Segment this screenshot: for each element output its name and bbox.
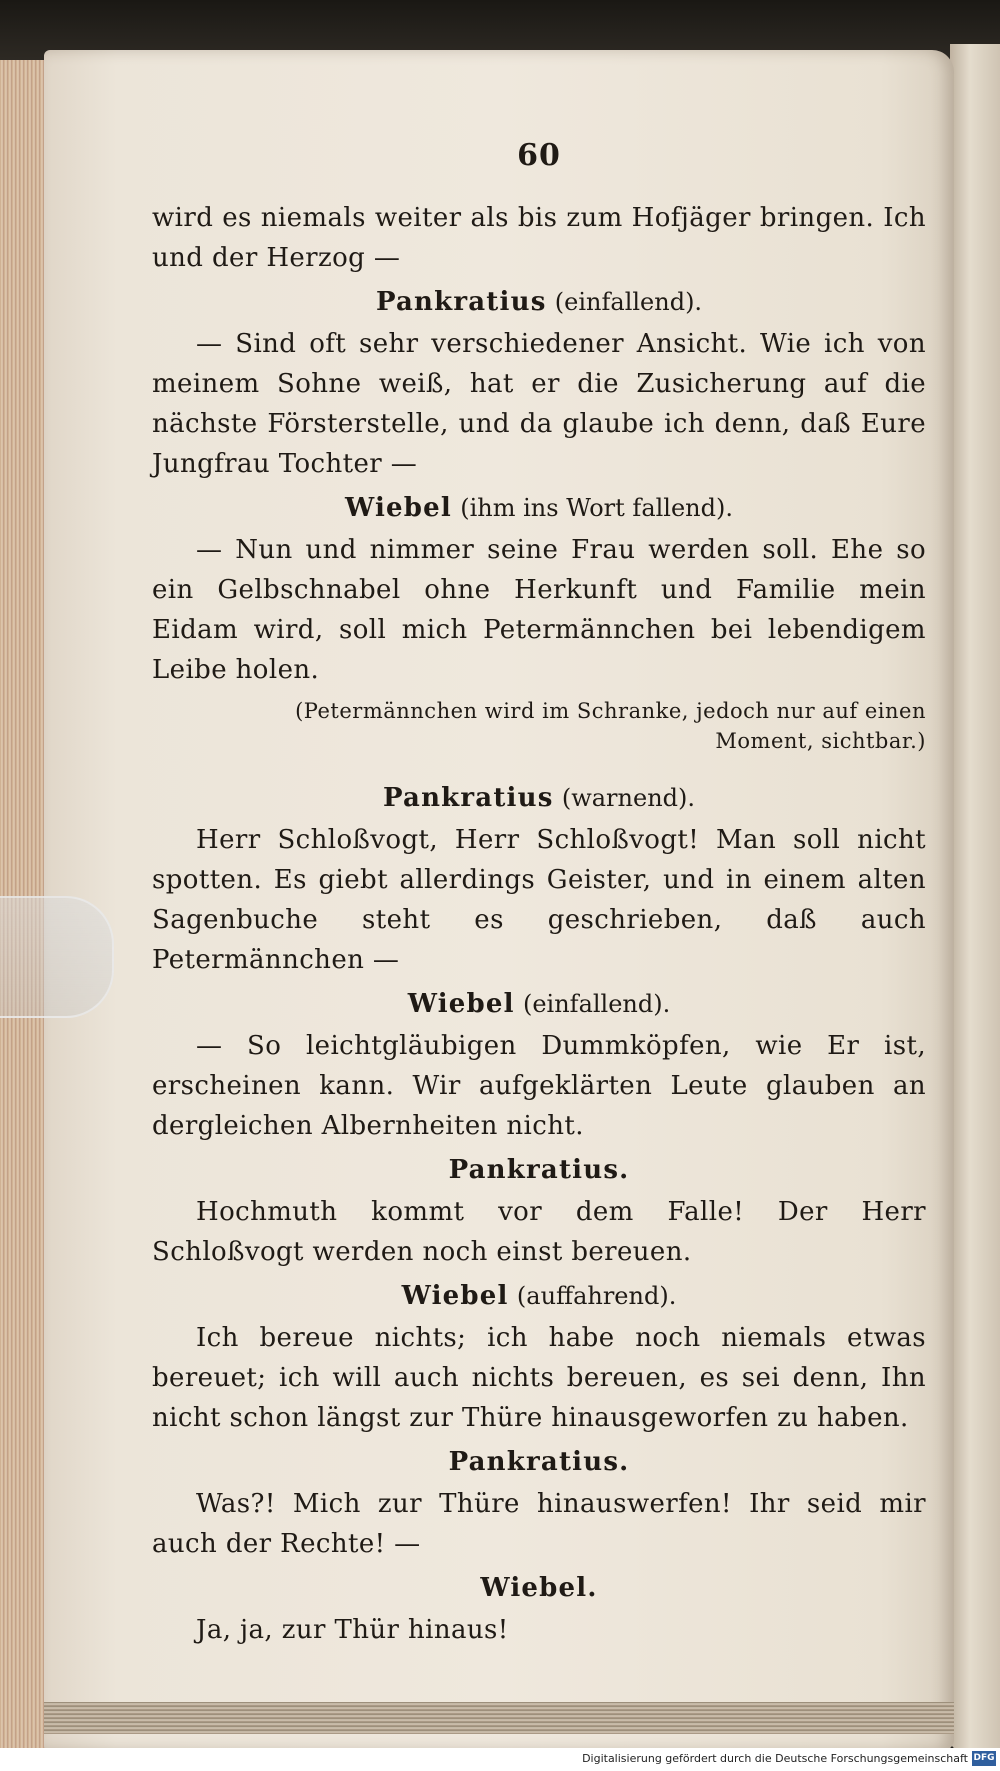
page-text bbox=[152, 138, 926, 1650]
dialogue-paragraph: Ich bereue nichts; ich habe noch niemals etwas bereuet; ich will auch nichts bereuen, es sei denn, Ihn nicht schon längst zur Thüre hinausgeworfen zu haben. bbox=[152, 1323, 926, 1433]
dfg-logo: DFG bbox=[972, 1751, 996, 1766]
stage-direction: (auffahrend). bbox=[516, 1282, 677, 1310]
speaker-name: Wiebel bbox=[401, 1281, 509, 1311]
dialogue-paragraph: Herr Schloßvogt, Herr Schloßvogt! Man soll nicht spotten. Es giebt allerdings Geister, und in einem alten Sagenbuche steht es geschrieben, daß auch Petermännchen — bbox=[152, 825, 926, 975]
page-number: 60 bbox=[517, 138, 561, 173]
speaker-heading bbox=[152, 282, 926, 322]
speaker-name: Wiebel. bbox=[480, 1573, 598, 1603]
speaker-heading bbox=[152, 1150, 926, 1190]
right-page-stack bbox=[950, 44, 1000, 1750]
dialogue-paragraph: — So leichtgläubigen Dummköpfen, wie Er ist, erscheinen kann. Wir aufgeklärten Leute glauben an dergleichen Albernheiten nicht. bbox=[152, 1031, 926, 1141]
speaker-name: Pankratius. bbox=[448, 1155, 630, 1185]
stage-direction: (einfallend). bbox=[554, 288, 703, 316]
dialogue-paragraph: Was?! Mich zur Thüre hinauswerfen! Ihr seid mir auch der Rechte! — bbox=[152, 1489, 926, 1559]
speaker-heading bbox=[152, 1442, 926, 1482]
dialogue-paragraph: Hochmuth kommt vor dem Falle! Der Herr Schloßvogt werden noch einst bereuen. bbox=[152, 1197, 926, 1267]
scanner-thumb-clip bbox=[0, 896, 114, 1018]
stage-direction: (warnend). bbox=[561, 784, 696, 812]
stage-direction: (einfallend). bbox=[522, 990, 671, 1018]
speaker-heading bbox=[152, 488, 926, 528]
text-line: wird es niemals weiter als bis zum Hofjäger bringen. Ich und der Herzog — bbox=[152, 203, 926, 273]
dialogue-paragraph: — Sind oft sehr verschiedener Ansicht. Wie ich von meinem Sohne weiß, hat er die Zusicherung auf die nächste Försterstelle, und da glaube ich denn, daß Eure Jungfrau Tochter — bbox=[152, 329, 926, 479]
stage-note: (Petermännchen wird im Schranke, jedoch nur auf einen Moment, sichtbar.) bbox=[295, 699, 926, 753]
speaker-name: Wiebel bbox=[345, 493, 452, 523]
speaker-name: Wiebel bbox=[407, 989, 515, 1019]
speaker-heading bbox=[152, 778, 926, 818]
speaker-heading bbox=[152, 1276, 926, 1316]
stage-direction: (ihm ins Wort fallend). bbox=[460, 494, 733, 522]
speaker-name: Pankratius bbox=[375, 287, 547, 317]
bottom-page-edges bbox=[44, 1702, 954, 1734]
speaker-heading bbox=[152, 984, 926, 1024]
speaker-name: Pankratius. bbox=[448, 1447, 630, 1477]
dialogue-paragraph: Ja, ja, zur Thür hinaus! bbox=[196, 1615, 509, 1645]
dialogue-paragraph: — Nun und nimmer seine Frau werden soll. Ehe so ein Gelbschnabel ohne Herkunft und Familie mein Eidam wird, soll mich Petermännchen bei lebendigem Leibe holen. bbox=[152, 535, 926, 685]
funding-note: Digitalisierung gefördert durch die Deutsche Forschungsgemeinschaft bbox=[582, 1752, 968, 1765]
speaker-heading bbox=[152, 1568, 926, 1608]
speaker-name: Pankratius bbox=[382, 783, 554, 813]
